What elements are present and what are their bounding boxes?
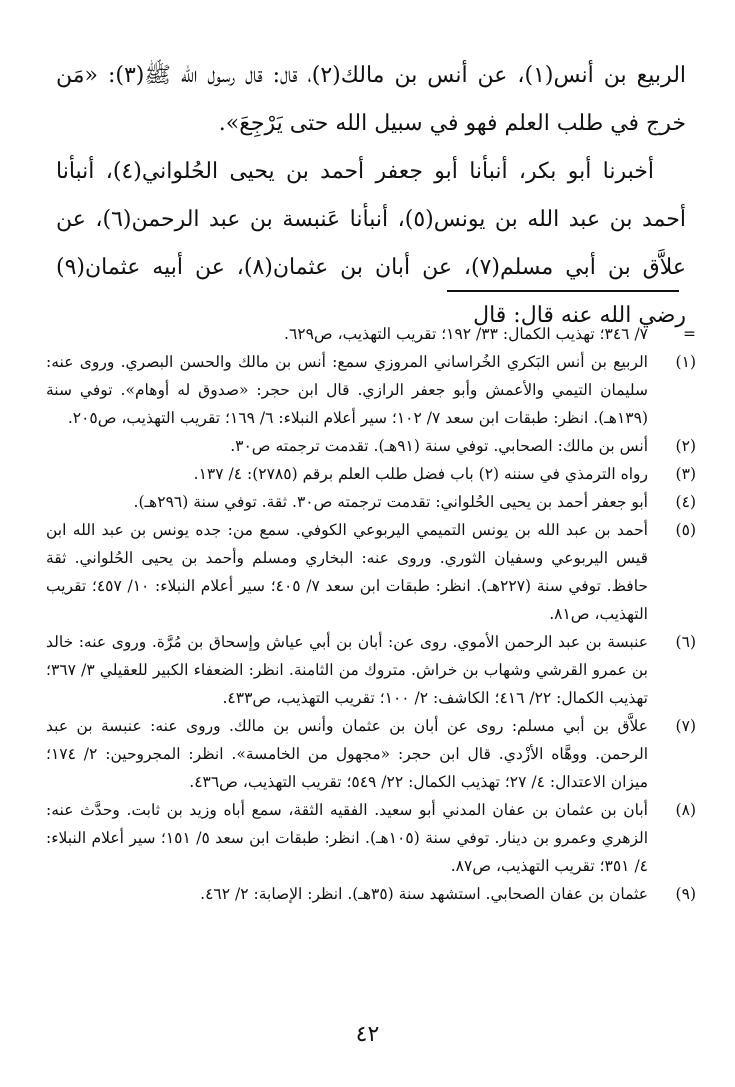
footnote-separator bbox=[447, 290, 679, 292]
footnote bbox=[46, 460, 696, 488]
page-number: ٤٢ bbox=[355, 1022, 380, 1047]
footnote bbox=[46, 628, 696, 712]
footnote-text: الربيع بن أنس البَكري الخُراساني المروزي سمع: أنس بن مالك والحسن البصري. وروى عنه: سليمان التيمي والأعمش وأبو جعفر الرازي. قال ابن حجر: «صدوق له أوهام». توفي سنة (١٣٩هـ). انظر: طبقات ابن سعد ٧/ ١٠٢؛ سير أعلام النبلاء: ٦/ ١٦٩؛ تقريب التهذيب، ص٢٠٥. bbox=[46, 353, 648, 427]
footnote bbox=[46, 712, 696, 796]
footnote bbox=[46, 432, 696, 460]
footnote-text: عثمان بن عفان الصحابي. استشهد سنة (٣٥هـ). انظر: الإصابة: ٢/ ٤٦٢. bbox=[200, 885, 648, 903]
footnote-number: (٤) bbox=[675, 493, 696, 511]
footnote-text: رواه الترمذي في سننه (٢) باب فضل طلب العلم برقم (٢٧٨٥): ٤/ ١٣٧. bbox=[193, 465, 648, 483]
main-paragraph: أخبرنا أبو بكر، أنبأنا أبو جعفر أحمد بن يحيى الحُلواني(٤)، أنبأنا أحمد بن عبد الله بن يونس(٥)، أنبأنا عَنبسة بن عبد الرحمن(٦)، عن علاَّق بن أبي مسلم(٧)، عن أبان بن عثمان(٨)، عن أبيه عثمان(٩) رضي الله عنه قال: قال bbox=[56, 159, 686, 328]
footnote-number: (٦) bbox=[675, 633, 696, 651]
footnote-text: علاَّق بن أبي مسلم: روى عن أبان بن عثمان وأنس بن مالك. وروى عنه: عنبسة بن عبد الرحمن. ووهَّاه الأزْدي. قال ابن حجر: «مجهول من الخامسة». انظر: المجروحين: ٢/ ١٧٤؛ ميزان الاعتدال: ٤/ ٢٧؛ تهذيب الكمال: ٢٢/ ٥٤٩؛ تقريب التهذيب، ص٤٣٦. bbox=[46, 717, 648, 791]
footnote-text: عنبسة بن عبد الرحمن الأموي. روى عن: أبان بن أبي عياش وإسحاق بن مُرَّة. وروى عنه: خالد بن عمرو القرشي وشهاب بن خراش. متروك من الثامنة. انظر: الضعفاء الكبير للعقيلي ٣/ ٣٦٧؛ تهذيب الكمال: ٢٢/ ٤١٦؛ الكاشف: ٢/ ١٠٠؛ تقريب التهذيب، ص٤٣٣. bbox=[46, 633, 648, 707]
footnote bbox=[46, 796, 696, 880]
footnote-text: ٧/ ٣٤٦؛ تهذيب الكمال: ٣٣/ ١٩٢؛ تقريب التهذيب، ص٦٢٩. bbox=[284, 325, 648, 343]
footnote-number: = bbox=[683, 325, 696, 343]
footnote-number: (٥) bbox=[675, 521, 696, 539]
footnote-text: أنس بن مالك: الصحابي. توفي سنة (٩١هـ). تقدمت ترجمته ص٣٠. bbox=[230, 437, 648, 455]
footnote-number: (٣) bbox=[675, 465, 696, 483]
footnote bbox=[46, 488, 696, 516]
footnote bbox=[46, 880, 696, 908]
footnote-text: أحمد بن عبد الله بن يونس التميمي اليربوعي الكوفي. سمع من: جده يونس بن عبد الله ابن قيس اليربوعي وسفيان الثوري. وروى عنه: البخاري ومسلم وأحمد بن يحيى الحُلواني. ثقة حافظ. توفي سنة (٢٢٧هـ). انظر: طبقات ابن سعد ٧/ ٤٠٥؛ سير أعلام النبلاء: ١٠/ ٤٥٧؛ تقريب التهذيب، ص٨١. bbox=[46, 521, 648, 623]
main-text bbox=[56, 52, 686, 340]
footnote-number: (٧) bbox=[675, 717, 696, 735]
footnote bbox=[46, 320, 696, 348]
footnote-text: أبان بن عثمان بن عفان المدني أبو سعيد. الفقيه الثقة، سمع أباه وزيد بن ثابت. وحدَّث عنه: الزهري وعمرو بن دينار. توفي سنة (١٠٥هـ). انظر: طبقات ابن سعد ٥/ ١٥١؛ سير أعلام النبلاء: ٤/ ٣٥١؛ تقريب التهذيب، ص٨٧. bbox=[46, 801, 649, 875]
footnote-number: (٩) bbox=[675, 885, 696, 903]
footnotes bbox=[46, 320, 696, 908]
footnote bbox=[46, 516, 696, 628]
footnote-number: (١) bbox=[675, 353, 696, 371]
footnote-number: (٨) bbox=[675, 801, 696, 819]
footnote bbox=[46, 348, 696, 432]
footnote-number: (٢) bbox=[675, 437, 696, 455]
footnote-text: أبو جعفر أحمد بن يحيى الحُلواني: تقدمت ترجمته ص٣٠. ثقة. توفي سنة (٢٩٦هـ). bbox=[133, 493, 648, 511]
main-paragraph: الربيع بن أنس(١)، عن أنس بن مالك(٢)، قال: قال رسول الله ﷺ(٣): «مَن خرج في طلب العلم فهو في سبيل الله حتى يَرْجِعَ». bbox=[56, 63, 687, 136]
